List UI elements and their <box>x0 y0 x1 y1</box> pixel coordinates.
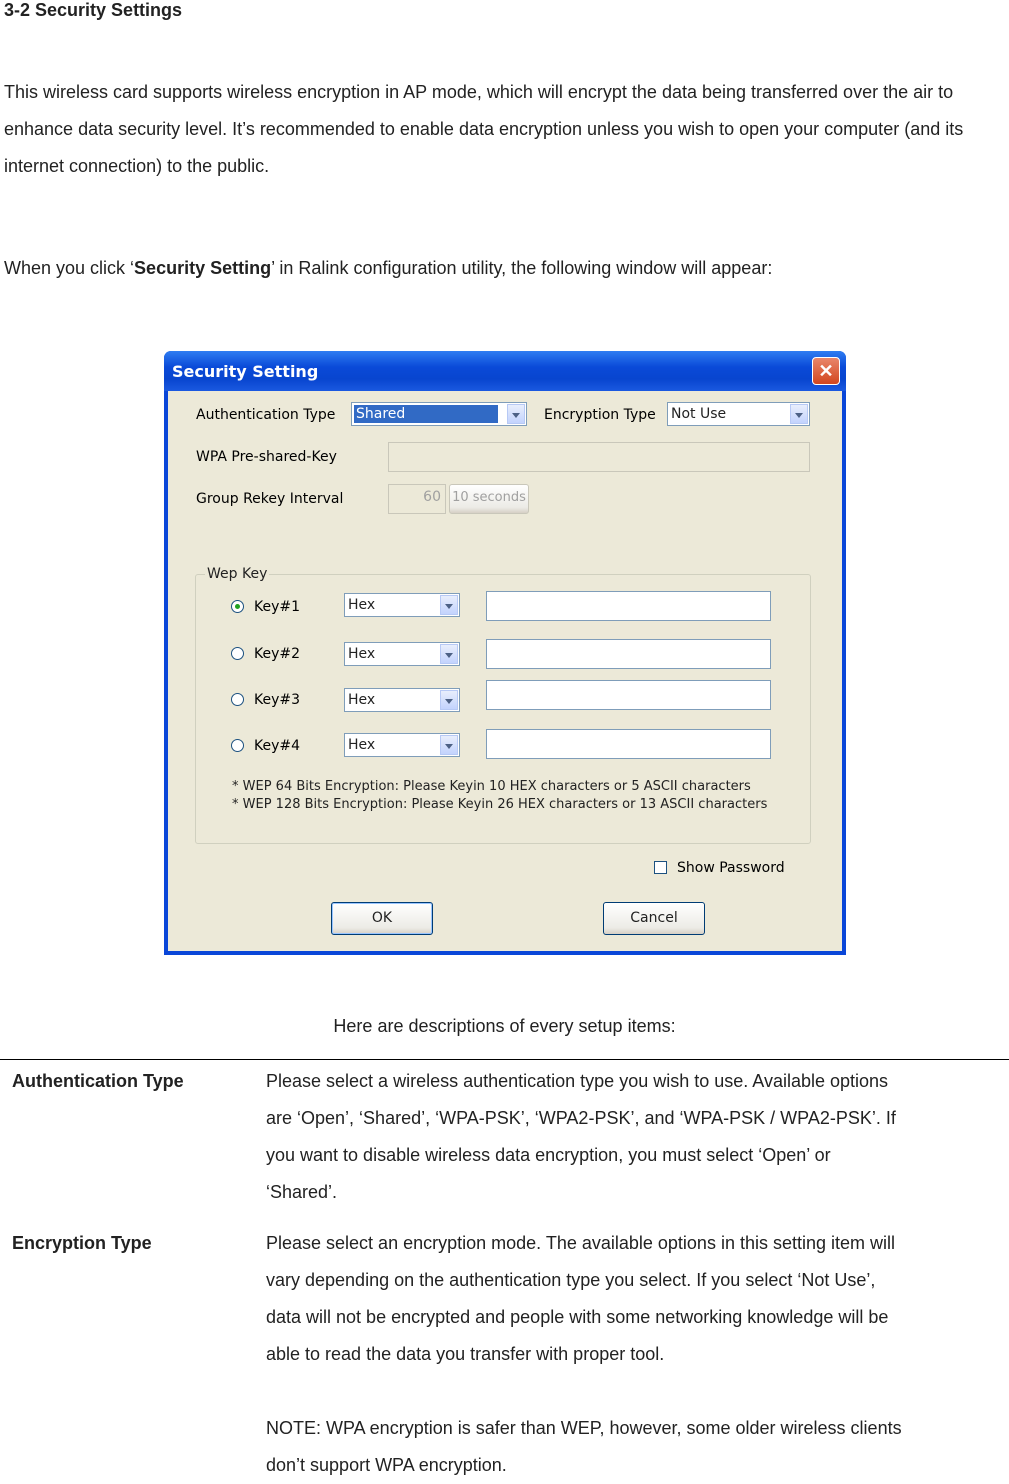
dialog-title: Security Setting <box>172 362 319 381</box>
wep-key-group-label: Wep Key <box>207 566 268 582</box>
table-top-rule <box>0 1059 1009 1060</box>
enc-type-value: Not Use <box>671 406 727 422</box>
click-instruction <box>4 250 1009 287</box>
key3-format-select[interactable] <box>344 688 460 712</box>
show-password-checkbox[interactable] <box>654 861 667 874</box>
desc-spacer <box>266 1373 1006 1410</box>
desc-encryption-type <box>266 1225 1006 1484</box>
chevron-down-icon[interactable] <box>440 644 458 664</box>
desc-line: able to read the data you transfer with proper tool. <box>266 1344 665 1364</box>
dialog-body <box>168 391 842 951</box>
auth-type-select[interactable] <box>351 402 527 426</box>
key1-format-value: Hex <box>348 597 376 613</box>
chevron-down-icon[interactable] <box>440 690 458 710</box>
cancel-button[interactable]: Cancel <box>603 902 705 935</box>
desc-note-line: don’t support WPA encryption. <box>266 1455 507 1475</box>
rekey-interval-value: 60 <box>423 489 441 505</box>
rekey-interval-input[interactable] <box>388 484 446 514</box>
key3-radio[interactable] <box>231 693 244 706</box>
enc-type-select[interactable] <box>667 402 810 426</box>
section-heading: 3-2 Security Settings <box>4 0 183 20</box>
wpa-psk-input[interactable] <box>388 442 810 472</box>
key4-format-select[interactable] <box>344 733 460 757</box>
auth-type-label: Authentication Type <box>196 407 336 423</box>
desc-line: are ‘Open’, ‘Shared’, ‘WPA-PSK’, ‘WPA2-PSK’, and ‘WPA-PSK / WPA2-PSK’. If <box>266 1108 896 1128</box>
rekey-interval-label: Group Rekey Interval <box>196 491 344 507</box>
key2-format-value: Hex <box>348 646 376 662</box>
chevron-down-icon[interactable] <box>507 404 525 424</box>
desc-line: Please select a wireless authentication type you wish to use. Available options <box>266 1071 889 1091</box>
key1-input[interactable] <box>486 591 771 621</box>
wpa-psk-label: WPA Pre-shared-Key <box>196 449 337 465</box>
click-instruction-after: ’ in Ralink configuration utility, the following window will appear: <box>271 258 773 278</box>
wep64-note: * WEP 64 Bits Encryption: Please Keyin 10 HEX characters or 5 ASCII characters <box>232 779 751 794</box>
key4-input[interactable] <box>486 729 771 759</box>
dialog-titlebar <box>164 351 846 391</box>
key1-radio[interactable] <box>231 600 244 613</box>
key1-label: Key#1 <box>254 599 301 615</box>
security-setting-dialog <box>164 351 846 955</box>
chevron-down-icon[interactable] <box>440 595 458 615</box>
key2-format-select[interactable] <box>344 642 460 666</box>
key2-label: Key#2 <box>254 646 301 662</box>
key4-format-value: Hex <box>348 737 376 753</box>
key4-label: Key#4 <box>254 738 301 754</box>
desc-authentication-type <box>266 1063 1006 1211</box>
desc-line: Please select an encryption mode. The available options in this setting item will <box>266 1233 896 1253</box>
click-instruction-before: When you click ‘ <box>4 258 135 278</box>
key2-radio[interactable] <box>231 647 244 660</box>
key4-radio[interactable] <box>231 739 244 752</box>
chevron-down-icon[interactable] <box>790 404 808 424</box>
ok-button[interactable]: OK <box>331 902 433 935</box>
close-icon[interactable]: ✕ <box>812 357 840 385</box>
chevron-down-icon[interactable] <box>440 735 458 755</box>
term-authentication-type: Authentication Type <box>12 1071 184 1091</box>
rekey-unit-select[interactable]: 10 seconds <box>449 484 529 514</box>
key1-format-select[interactable] <box>344 593 460 617</box>
key3-label: Key#3 <box>254 692 301 708</box>
wep128-note: * WEP 128 Bits Encryption: Please Keyin 26 HEX characters or 13 ASCII characters <box>232 797 768 812</box>
desc-line: you want to disable wireless data encryption, you must select ‘Open’ or <box>266 1145 831 1165</box>
descriptions-caption: Here are descriptions of every setup items: <box>333 1016 676 1036</box>
enc-type-label: Encryption Type <box>544 407 656 423</box>
key3-input[interactable] <box>486 680 771 710</box>
desc-line: data will not be encrypted and people with some networking knowledge will be <box>266 1307 889 1327</box>
desc-line: vary depending on the authentication type you select. If you select ‘Not Use’, <box>266 1270 876 1290</box>
click-instruction-bold: Security Setting <box>134 258 272 278</box>
auth-type-value: Shared <box>354 405 498 423</box>
show-password-label: Show Password <box>677 860 785 876</box>
desc-line: ‘Shared’. <box>266 1182 338 1202</box>
key3-format-value: Hex <box>348 692 376 708</box>
intro-paragraph: This wireless card supports wireless encryption in AP mode, which will encrypt the data being transferred over the air to enhance data security level. It’s recommended to enable data encryption unless you wish to open your computer (and its internet connection) to the public. <box>4 82 964 176</box>
term-encryption-type: Encryption Type <box>12 1233 152 1253</box>
key2-input[interactable] <box>486 639 771 669</box>
desc-note-line: NOTE: WPA encryption is safer than WEP, however, some older wireless clients <box>266 1418 902 1438</box>
